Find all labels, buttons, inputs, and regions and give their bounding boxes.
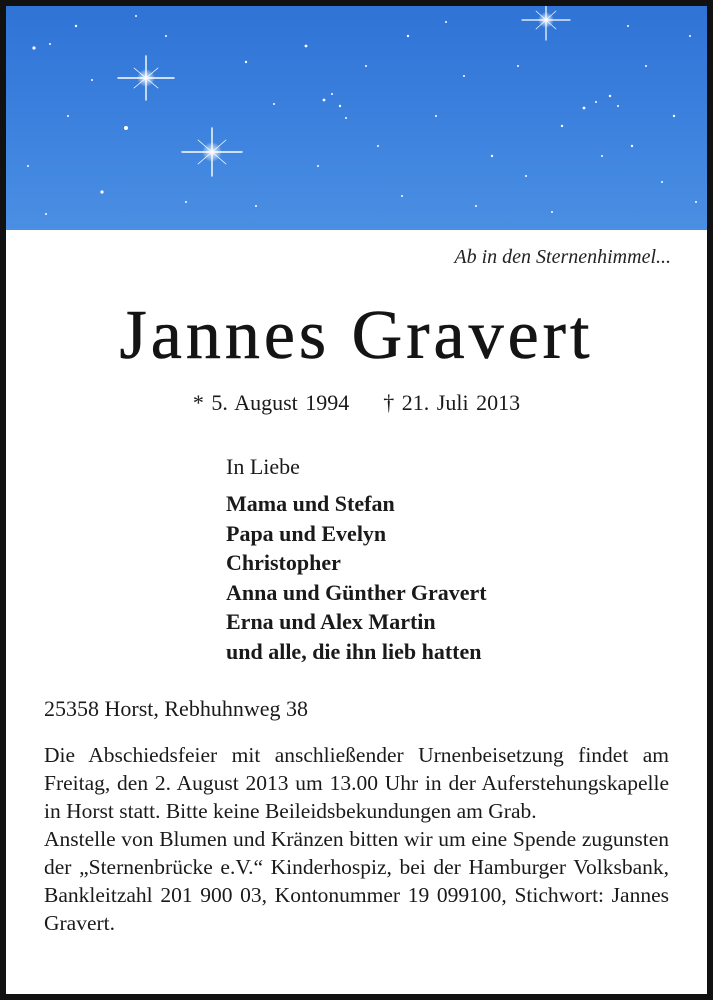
ceremony-paragraph: Die Abschiedsfeier mit anschließender Urnenbeisetzung findet am Freitag, den 2. August 2013 um 13.00 Uhr in der Auferstehungskapelle in Horst statt. Bitte keine Beileidsbekundungen am Grab. — [44, 743, 669, 823]
family-address: 25358 Horst, Rebhuhnweg 38 — [44, 696, 308, 721]
mourner-name: Anna und Günther Gravert — [226, 579, 487, 605]
mourner-name: Papa und Evelyn — [226, 520, 387, 546]
born-symbol: * — [192, 390, 204, 415]
mourner-name: und alle, die ihn lieb hatten — [226, 638, 482, 664]
mourner-name: Christopher — [226, 550, 341, 575]
small-stars — [27, 15, 697, 215]
starry-sky-image — [6, 6, 707, 230]
life-dates — [6, 390, 707, 416]
stars-graphic — [6, 6, 707, 230]
born-date: 5. August 1994 — [211, 390, 350, 415]
sparkle-star — [522, 6, 570, 40]
mourner-name: Erna und Alex Martin — [226, 609, 436, 634]
mourners-list — [226, 489, 487, 666]
ceremony-text — [44, 741, 669, 937]
sparkle-star — [118, 56, 174, 100]
donation-paragraph: Anstelle von Blumen und Kränzen bitten wir um eine Spende zugunsten der „Sternenbrücke e.V.“ Kinderhospiz, bei der Hamburger Volksbank, Bankleitzahl 201 900 03, Kontonummer 19 099100, Stichwort: Jannes Gravert. — [44, 827, 669, 935]
died-date: 21. Juli 2013 — [401, 390, 521, 415]
sparkle-star — [182, 128, 242, 176]
died-symbol: † — [383, 390, 395, 415]
mourners-intro: In Liebe — [226, 454, 300, 479]
tagline: Ab in den Sternenhimmel... — [454, 246, 671, 268]
deceased-name: Jannes Gravert — [119, 297, 594, 374]
mourner-name: Mama und Stefan — [226, 491, 395, 516]
